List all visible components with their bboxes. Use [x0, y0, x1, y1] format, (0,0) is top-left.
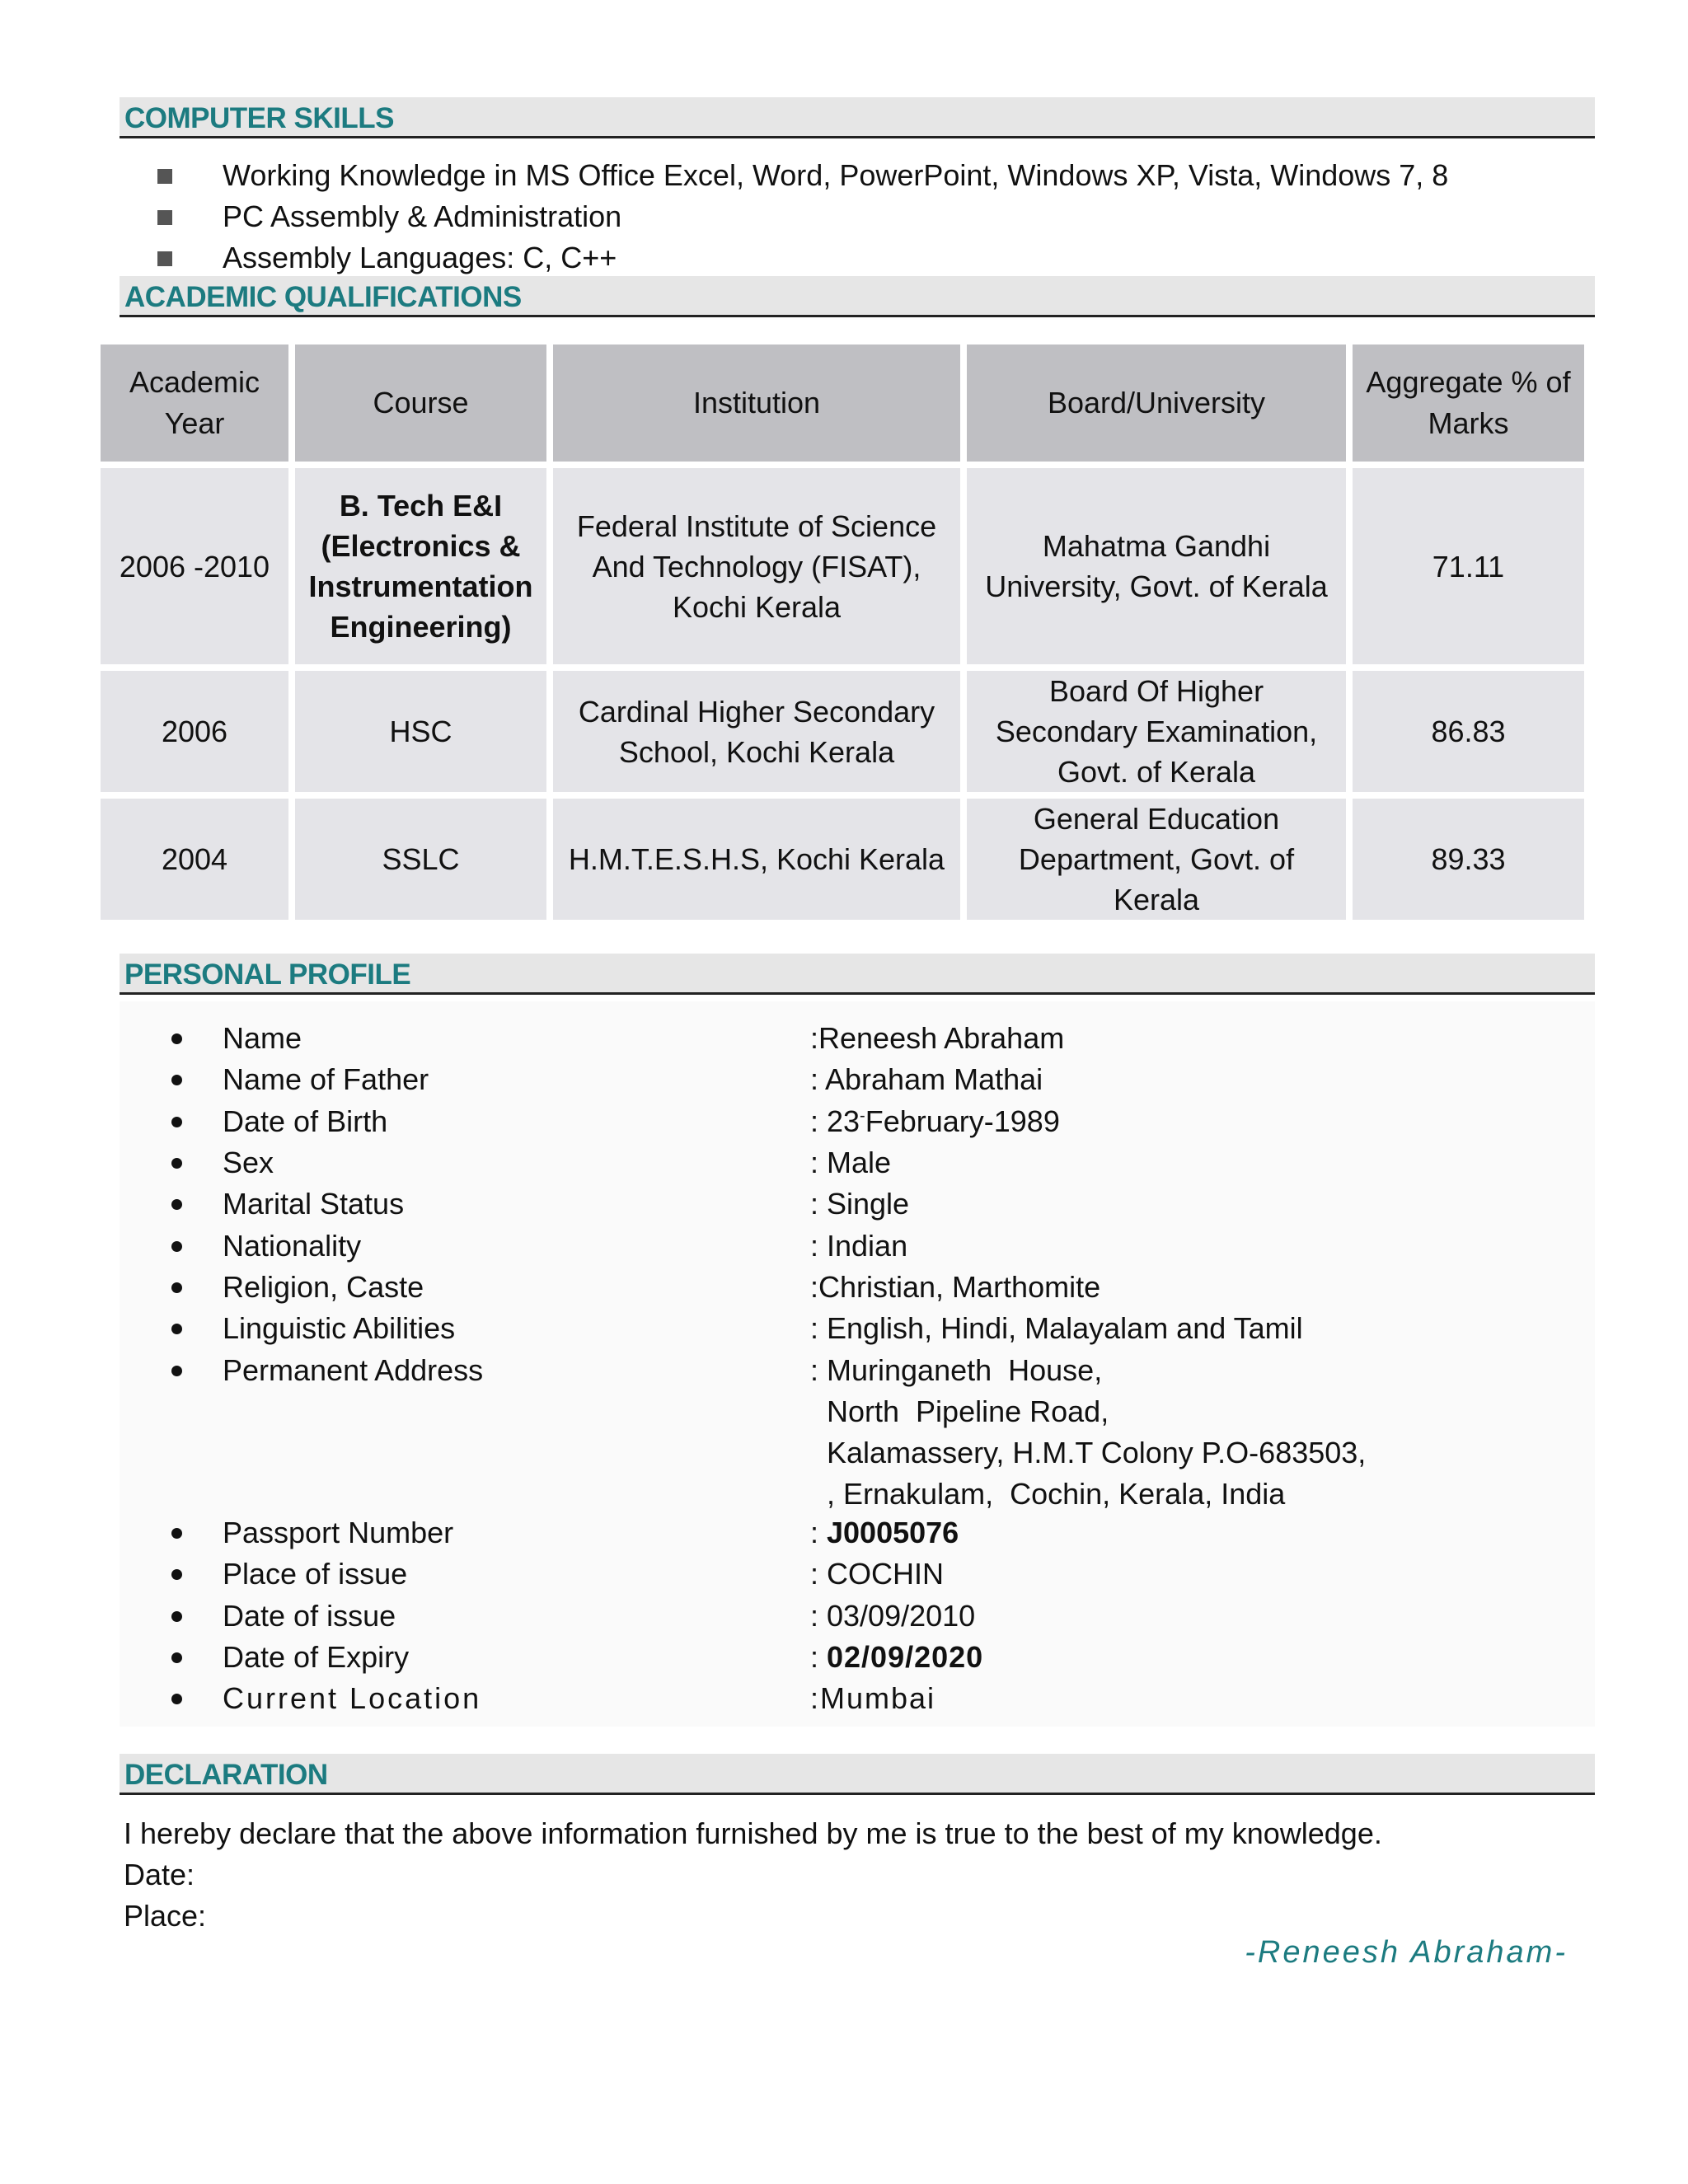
profile-label: Religion, Caste	[223, 1270, 424, 1304]
cell-marks: 86.83	[1353, 671, 1584, 792]
profile-value: : English, Hindi, Malayalam and Tamil	[810, 1311, 1303, 1345]
personal-profile	[120, 1001, 1595, 1727]
academic-title: ACADEMIC QUALIFICATIONS	[124, 281, 522, 313]
declaration-place: Place:	[124, 1899, 207, 1933]
header-marks: Aggregate % of Marks	[1353, 344, 1584, 462]
cell-institution: Federal Institute of Science And Technology (FISAT), Kochi Kerala	[553, 468, 960, 664]
cell-marks: 89.33	[1353, 799, 1584, 920]
computer-skills-list	[152, 155, 1554, 279]
bullet-icon	[171, 1199, 182, 1210]
signature: -Reneesh Abraham-	[1245, 1935, 1568, 1970]
cell-course: B. Tech E&I (Electronics & Instrumentation Engineering)	[295, 468, 546, 664]
bullet-icon	[171, 1366, 182, 1376]
profile-value: : 23-February-1989	[810, 1104, 1060, 1138]
table-row	[101, 799, 1584, 920]
bullet-icon	[171, 1528, 182, 1539]
cell-board: Mahatma Gandhi University, Govt. of Kerala	[967, 468, 1346, 664]
declaration-title: DECLARATION	[124, 1759, 328, 1791]
cell-course: HSC	[295, 671, 546, 792]
square-bullet-icon	[157, 169, 172, 184]
profile-value: : Male	[810, 1146, 892, 1179]
profile-value: :Reneesh Abraham	[810, 1021, 1065, 1055]
computer-skills-title: COMPUTER SKILLS	[124, 102, 394, 134]
declaration-heading	[120, 1754, 1595, 1795]
profile-label: Date of issue	[223, 1599, 396, 1633]
table-row	[101, 468, 1584, 664]
cell-year: 2004	[101, 799, 288, 920]
profile-value: : Muringaneth House, North Pipeline Road, Kalamassery, H.M.T Colony P.O-683503, , Ernakulam, Cochin, Kerala, India	[810, 1353, 1367, 1511]
header-course: Course	[295, 344, 546, 462]
skill-item	[152, 155, 1554, 196]
profile-value: : 02/09/2020	[810, 1640, 984, 1674]
skill-text: PC Assembly & Administration	[223, 199, 622, 233]
profile-value: :Christian, Marthomite	[810, 1270, 1101, 1304]
bullet-icon	[171, 1075, 182, 1085]
profile-label: Place of issue	[223, 1557, 408, 1591]
academic-table	[94, 338, 1591, 926]
computer-skills-heading	[120, 97, 1595, 138]
table-header-row	[101, 344, 1584, 462]
skill-text: Working Knowledge in MS Office Excel, Word, PowerPoint, Windows XP, Vista, Windows 7, 8	[223, 158, 1449, 192]
declaration-body	[124, 1813, 1382, 1937]
cell-year: 2006 -2010	[101, 468, 288, 664]
skill-text: Assembly Languages: C, C++	[223, 241, 617, 274]
profile-value: :Mumbai	[810, 1681, 936, 1715]
bullet-icon	[171, 1324, 182, 1334]
bullet-icon	[171, 1694, 182, 1704]
cell-institution: H.M.T.E.S.H.S, Kochi Kerala	[553, 799, 960, 920]
profile-value: : 03/09/2010	[810, 1599, 976, 1633]
profile-label: Sex	[223, 1146, 274, 1179]
profile-value: : J0005076	[810, 1516, 959, 1549]
profile-label: Date of Birth	[223, 1104, 388, 1138]
cell-institution: Cardinal Higher Secondary School, Kochi Kerala	[553, 671, 960, 792]
bullet-icon	[171, 1652, 182, 1663]
cell-year: 2006	[101, 671, 288, 792]
profile-value: : Abraham Mathai	[810, 1062, 1043, 1096]
header-institution: Institution	[553, 344, 960, 462]
academic-heading	[120, 276, 1595, 317]
bullet-icon	[171, 1569, 182, 1580]
profile-value: : COCHIN	[810, 1557, 944, 1591]
bullet-icon	[171, 1282, 182, 1293]
skill-item	[152, 237, 1554, 279]
profile-label: Permanent Address	[223, 1353, 484, 1387]
square-bullet-icon	[157, 210, 172, 225]
profile-label: Linguistic Abilities	[223, 1311, 456, 1345]
profile-label: Current Location	[223, 1681, 482, 1715]
bullet-icon	[171, 1117, 182, 1127]
table-row	[101, 671, 1584, 792]
cell-board: General Education Department, Govt. of Kerala	[967, 799, 1346, 920]
profile-label: Nationality	[223, 1229, 362, 1263]
cell-course: SSLC	[295, 799, 546, 920]
profile-label: Name of Father	[223, 1062, 429, 1096]
square-bullet-icon	[157, 251, 172, 266]
profile-value: : Single	[810, 1187, 910, 1221]
header-board: Board/University	[967, 344, 1346, 462]
profile-label: Date of Expiry	[223, 1640, 410, 1674]
cell-board: Board Of Higher Secondary Examination, Govt. of Kerala	[967, 671, 1346, 792]
bullet-icon	[171, 1611, 182, 1622]
personal-heading	[120, 954, 1595, 995]
bullet-icon	[171, 1241, 182, 1252]
skill-item	[152, 196, 1554, 237]
profile-label: Name	[223, 1021, 302, 1055]
declaration-text: I hereby declare that the above information furnished by me is true to the best of my knowledge.	[124, 1816, 1382, 1850]
header-academic-year: Academic Year	[101, 344, 288, 462]
bullet-icon	[171, 1158, 182, 1169]
bullet-icon	[171, 1033, 182, 1044]
profile-label: Passport Number	[223, 1516, 454, 1549]
personal-title: PERSONAL PROFILE	[124, 958, 411, 991]
cell-marks: 71.11	[1353, 468, 1584, 664]
declaration-date: Date:	[124, 1858, 195, 1891]
profile-value: : Indian	[810, 1229, 908, 1263]
profile-label: Marital Status	[223, 1187, 405, 1221]
